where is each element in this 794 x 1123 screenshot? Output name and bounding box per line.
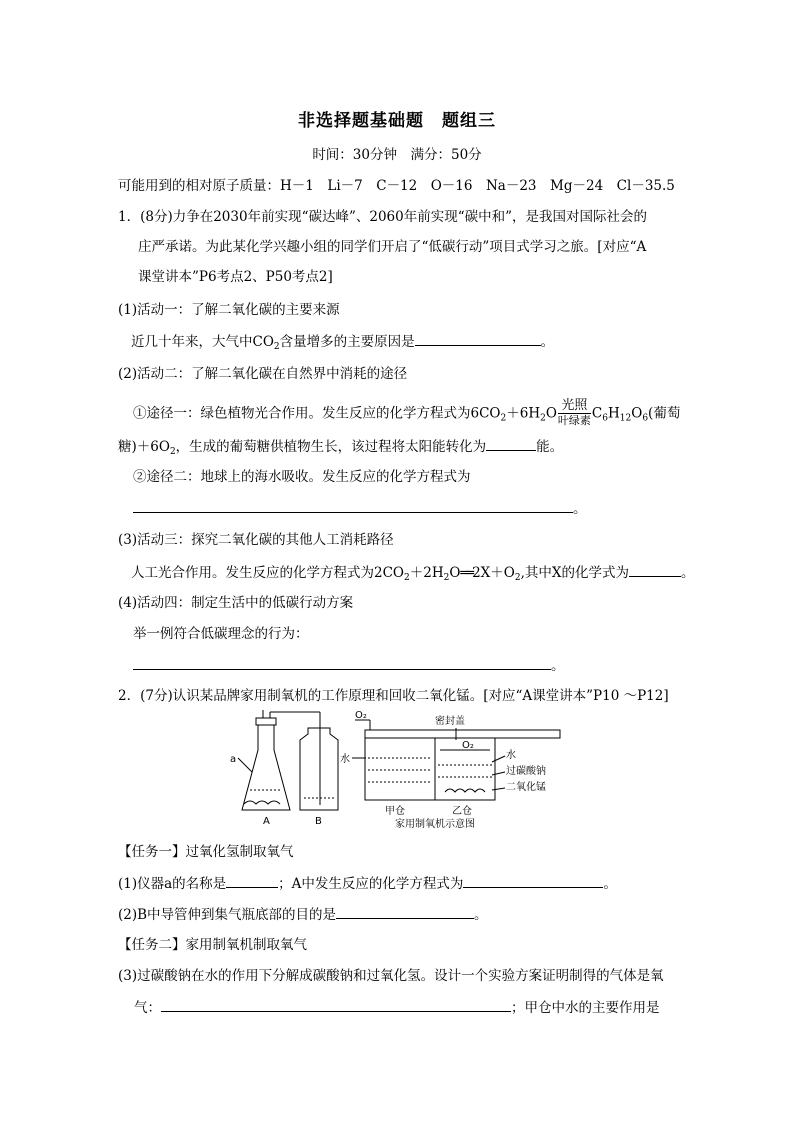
q2-part3-a: 气：	[134, 1000, 161, 1016]
oxygen-apparatus-figure	[230, 710, 570, 835]
subscript: 12	[619, 413, 632, 424]
part3-text-d: 2X＋O	[472, 565, 515, 581]
answer-blank[interactable]	[463, 873, 603, 888]
subscript: 2	[514, 573, 521, 583]
route1-line2-b: ，生成的葡萄糖供植物生长，该过程将太阳能转化为	[175, 439, 487, 455]
part3-text-a: 人工光合作用。发生反应的化学方程式为2CO	[131, 565, 404, 581]
conical-flask	[242, 725, 290, 810]
part3-text-e: ,其中X的化学式为	[520, 565, 629, 581]
route1-text-g: (葡萄	[648, 405, 681, 422]
percarbonate-pointer	[492, 772, 505, 775]
q2-part3-b: ；甲仓中水的主要作用是	[511, 1000, 660, 1016]
q2-part1	[118, 873, 617, 894]
answer-blank[interactable]	[133, 498, 573, 513]
q1-route2: ②途径二：地球上的海水吸收。发生反应的化学方程式为	[133, 469, 471, 485]
label-a-pointer	[238, 758, 252, 772]
subscript: 2	[443, 573, 450, 583]
q2-part2	[118, 904, 488, 925]
period: 。	[474, 907, 488, 923]
label-yi: 乙仓	[452, 806, 472, 817]
answer-blank[interactable]	[629, 562, 681, 577]
subscript: 2	[404, 573, 410, 583]
q2-task2: 【任务二】家用制氧机制取氧气	[118, 937, 307, 953]
part3-text-c: O	[449, 565, 461, 581]
q2-part3-line2	[134, 997, 660, 1018]
answer-blank[interactable]	[486, 436, 536, 451]
subscript: 6	[602, 413, 608, 424]
route1-text-f: O	[631, 405, 643, 422]
period: 。	[573, 501, 587, 517]
condition-light: 光照	[558, 399, 591, 414]
route1-line2-c: 能。	[536, 439, 564, 455]
q1-part1-text-b: 含量增多的主要原因是	[279, 334, 415, 350]
label-o2-left: O₂	[355, 710, 367, 721]
q1-part4-prompt: 举一例符合低碳理念的行为：	[133, 626, 309, 642]
label-percarbonate: 过碳酸钠	[506, 766, 546, 777]
label-o2-right: O₂	[462, 740, 474, 751]
label-A: A	[263, 816, 270, 827]
answer-blank[interactable]	[336, 904, 474, 919]
label-water-right: 水	[506, 750, 516, 761]
q1-part3-text	[131, 562, 695, 584]
water-right-pointer	[492, 756, 505, 762]
q2-part1-a: (1)仪器a的名称是	[118, 876, 227, 892]
period: 。	[603, 876, 617, 892]
label-a: a	[230, 754, 237, 765]
q1-stem-line2: 庄严承诺。为此某化学兴趣小组的同学们开启了“低碳行动”项目式学习之旅。[对应“A	[138, 239, 647, 255]
label-water-left: 水	[340, 754, 350, 765]
subscript: 2	[169, 447, 176, 457]
q1-route1-line2	[118, 436, 563, 457]
figure-caption: 家用制氧机示意图	[395, 819, 475, 830]
period: 。	[540, 334, 555, 350]
q2-part2-a: (2)B中导管伸到集气瓶底部的目的是	[118, 907, 337, 923]
route1-line2-a: 糖)＋6O	[118, 439, 170, 455]
answer-blank[interactable]	[415, 331, 541, 346]
label-mno2: 二氧化锰	[506, 782, 546, 793]
condition-chlorophyll: 叶绿素	[557, 414, 591, 427]
q1-part1-title: (1)活动一：了解二氧化碳的主要来源	[118, 302, 340, 318]
sealed-lid	[365, 730, 560, 738]
atomic-masses: 可能用到的相对原子质量：H－1 Li－7 C－12 O－16 Na－23 Mg－24 Cl－35.5	[118, 178, 675, 194]
page-title: 非选择题基础题 题组三	[298, 111, 496, 131]
route1-text-c: O	[545, 405, 557, 422]
subscript: 2	[540, 413, 546, 424]
route1-text-b: ＋6H	[506, 405, 541, 422]
subscript: 2	[500, 413, 507, 424]
exam-info: 时间：30分钟 满分：50分	[312, 147, 482, 163]
q1-part2-title: (2)活动二：了解二氧化碳在自然界中消耗的途径	[118, 366, 408, 382]
q1-part4-title: (4)活动四：制定生活中的低碳行动方案	[118, 595, 354, 611]
label-sealed-lid: 密封盖	[435, 716, 465, 727]
q1-part3-title: (3)活动三：探究二氧化碳的其他人工消耗路径	[118, 532, 394, 548]
mno2-in-flask	[244, 801, 280, 804]
answer-blank[interactable]	[226, 873, 278, 888]
answer-blank[interactable]	[161, 997, 511, 1012]
q1-stem-line1: 1．(8分)力争在2030年前实现“碳达峰”、2060年前实现“碳中和”，是我国对国际社会的	[118, 209, 648, 225]
period: 。	[551, 658, 565, 674]
mno2-pointer	[492, 788, 505, 790]
q1-stem-line3: 课堂讲本”P6考点2、P50考点2]	[138, 269, 333, 285]
subscript: 6	[642, 413, 649, 424]
q1-route1-line1	[133, 400, 680, 428]
machine-body	[365, 738, 495, 800]
q1-part1-text-a: 近几十年来，大气中CO	[131, 334, 274, 350]
period: 。	[681, 565, 695, 581]
subscript: 2	[273, 342, 280, 352]
label-jia: 甲仓	[385, 806, 405, 817]
q2-part3-line1: (3)过碳酸钠在水的作用下分解成碳酸钠和过氧化氢。设计一个实验方案证明制得的气体是氧	[118, 968, 664, 984]
equals-sign: ══	[460, 566, 473, 581]
q2-task1: 【任务一】过氧化氢制取氧气	[118, 844, 294, 860]
part3-text-b: ＋2H	[409, 565, 444, 581]
q2-stem: 2．(7分)认识某品牌家用制氧机的工作原理和回收二氧化锰。[对应“A课堂讲本”P10 ～P12]	[118, 688, 669, 704]
q1-part4-answer-line	[133, 655, 565, 676]
label-B: B	[315, 816, 322, 827]
q1-route2-answer-line	[133, 498, 587, 519]
stopper	[256, 718, 276, 725]
reaction-condition	[558, 399, 591, 427]
route1-text-d: C	[591, 405, 603, 422]
route1-text-a: ①途径一：绿色植物光合作用。发生反应的化学方程式为6CO	[133, 405, 501, 422]
q2-part1-b: ；A中发生反应的化学方程式为	[278, 876, 464, 892]
mno2-in-machine	[445, 789, 485, 792]
answer-blank[interactable]	[133, 655, 551, 670]
q1-part1-text	[131, 331, 554, 352]
route1-text-e: H	[608, 405, 620, 422]
